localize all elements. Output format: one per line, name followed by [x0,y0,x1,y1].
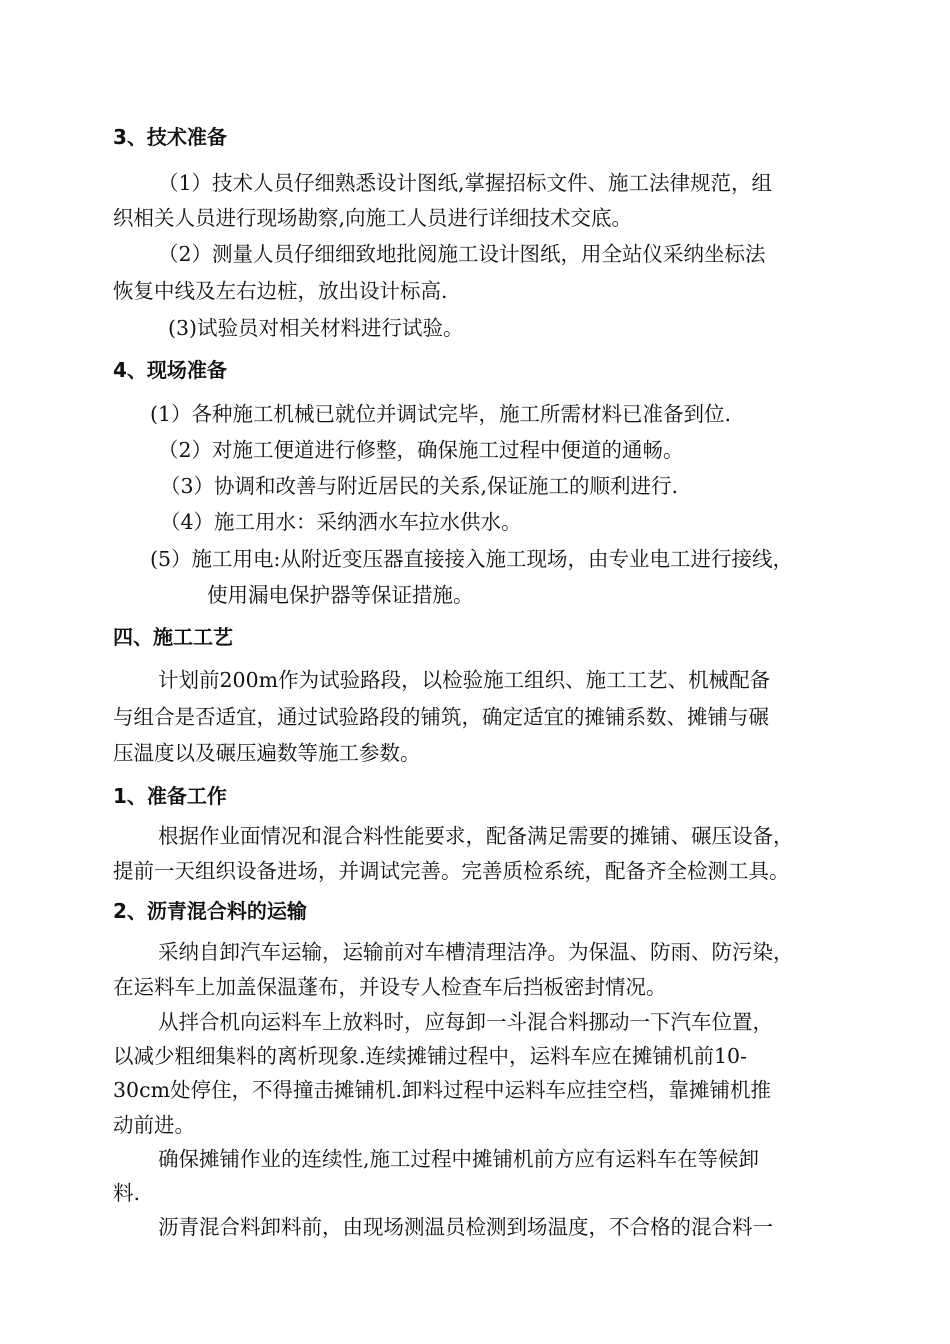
section-heading: 1、准备工作 [113,784,227,808]
paragraph-line: 30cm处停住，不得撞击摊铺机.卸料过程中运料车应挂空档，靠摊铺机推 [113,1078,772,1102]
paragraph-line: 织相关人员进行现场勘察,向施工人员进行详细技术交底。 [113,206,633,230]
paragraph-line: （2）对施工便道进行修整，确保施工过程中便道的通畅。 [158,438,684,462]
paragraph-line: 根据作业面情况和混合料性能要求，配备满足需要的摊铺、碾压设备， [158,824,794,848]
paragraph-line: 以减少粗细集料的离析现象.连续摊铺过程中，运料车应在摊铺机前10- [113,1044,748,1068]
section-heading: 四、施工工艺 [113,625,233,649]
paragraph-line: 动前进。 [113,1113,195,1137]
paragraph-line: 从拌合机向运料车上放料时，应每卸一斗混合料挪动一下汽车位置， [158,1010,773,1034]
section-heading: 3、技术准备 [113,125,227,149]
paragraph-line: （2）测量人员仔细细致地批阅施工设计图纸，用全站仪采纳坐标法 [158,242,766,266]
paragraph-line: 沥青混合料卸料前，由现场测温员检测到场温度，不合格的混合料一 [158,1215,773,1239]
paragraph-line: 压温度以及碾压遍数等施工参数。 [113,741,421,765]
paragraph-line: 提前一天组织设备进场，并调试完善。完善质检系统，配备齐全检测工具。 [113,859,790,883]
paragraph-line: 料. [113,1181,141,1205]
paragraph-line: 采纳自卸汽车运输，运输前对车槽清理洁净。为保温、防雨、防污染， [158,940,794,964]
paragraph-line: （3）协调和改善与附近居民的关系,保证施工的顺利进行. [160,474,679,498]
paragraph-line: 与组合是否适宜，通过试验路段的铺筑，确定适宜的摊铺系数、摊铺与碾 [113,705,769,729]
paragraph-line: (5）施工用电:从附近变压器直接接入施工现场，由专业电工进行接线， [150,547,793,571]
paragraph-line: 计划前200m作为试验路段，以检验施工组织、施工工艺、机械配备 [158,668,771,692]
section-heading: 4、现场准备 [113,358,227,382]
paragraph-line: 在运料车上加盖保温蓬布，并设专人检查车后挡板密封情况。 [113,975,667,999]
paragraph-line: 使用漏电保护器等保证措施。 [207,583,474,607]
paragraph-line: （1）技术人员仔细熟悉设计图纸,掌握招标文件、施工法律规范，组 [158,171,773,195]
paragraph-line: （4）施工用水：采纳洒水车拉水供水。 [160,510,522,534]
paragraph-line: (1）各种施工机械已就位并调试完毕，施工所需材料已准备到位. [150,402,732,426]
section-heading: 2、沥青混合料的运输 [113,899,307,923]
paragraph-line: 确保摊铺作业的连续性,施工过程中摊铺机前方应有运料车在等候卸 [158,1147,760,1171]
paragraph-line: (3)试验员对相关材料进行试验。 [168,316,464,340]
paragraph-line: 恢复中线及左右边桩，放出设计标高. [113,279,448,303]
